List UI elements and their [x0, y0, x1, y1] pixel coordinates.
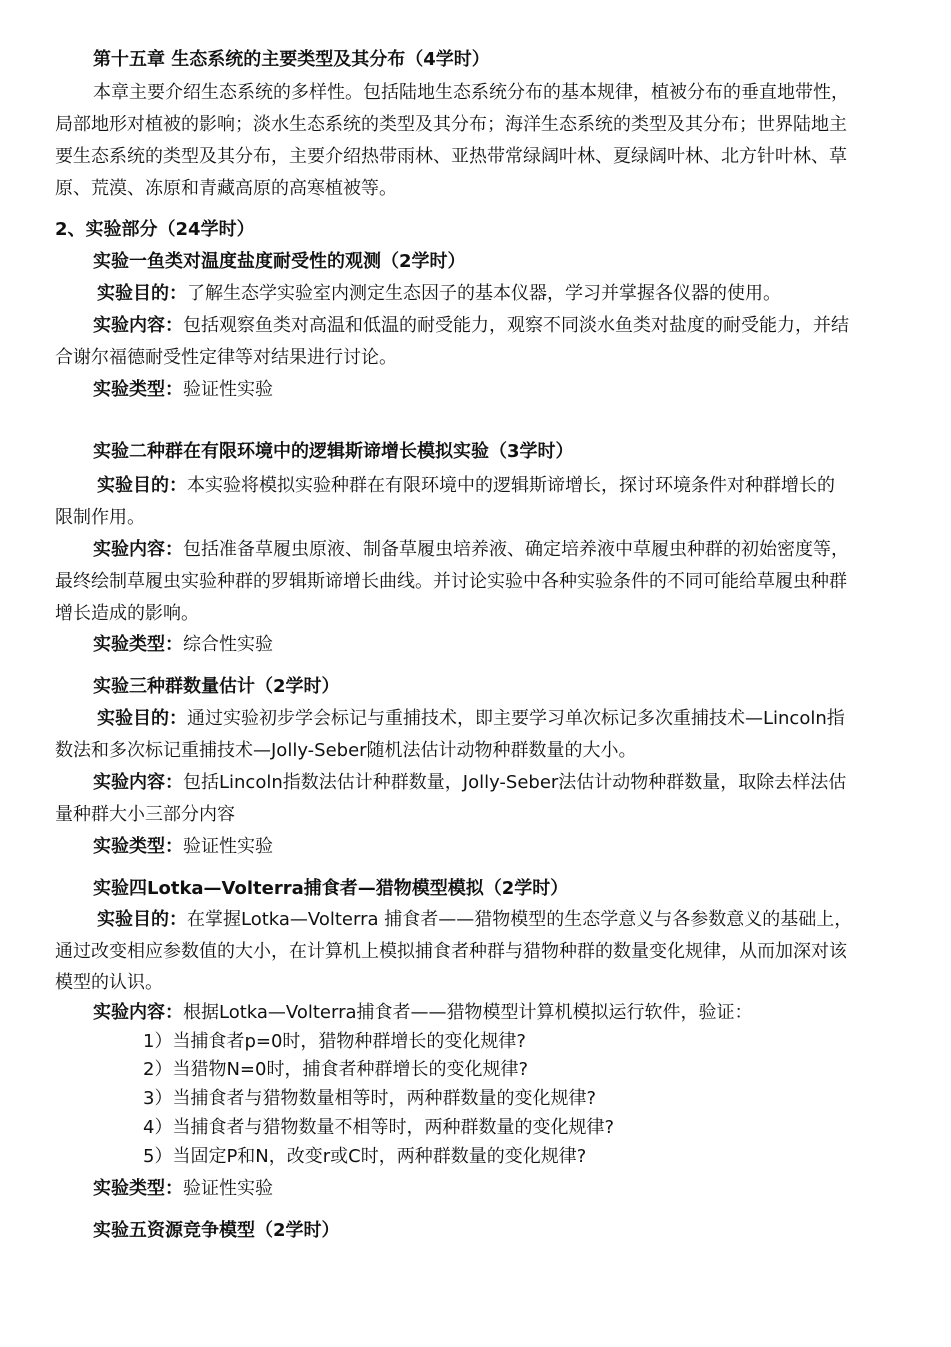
type-text: 验证性实验 [183, 836, 273, 857]
content-label: 实验内容： [93, 315, 183, 336]
experiment-content [93, 314, 901, 338]
content-text: 包括观察鱼类对高温和低温的耐受能力，观察不同淡水鱼类对盐度的耐受能力，并结 [183, 315, 849, 336]
experiment-title: 实验五资源竞争模型（2学时） [93, 1220, 340, 1241]
section-heading: 2、实验部分（24学时） [55, 219, 255, 240]
experiment-purpose [97, 474, 901, 498]
chapter-paragraph-line: 局部地形对植被的影响；淡水生态系统的类型及其分布；海洋生态系统的类型及其分布；世界陆地主 [55, 114, 847, 135]
type-text: 验证性实验 [183, 379, 273, 400]
experiment-type [93, 835, 901, 859]
experiment-content-line: 增长造成的影响。 [55, 603, 199, 624]
content-label: 实验内容： [93, 772, 183, 793]
purpose-text: 通过实验初步学会标记与重捕技术，即主要学习单次标记多次重捕技术—Lincoln指 [187, 708, 845, 729]
chapter-paragraph-line: 原、荒漠、冻原和青藏高原的高寒植被等。 [55, 178, 397, 199]
purpose-text: 了解生态学实验室内测定生态因子的基本仪器，学习并掌握各仪器的使用。 [187, 283, 781, 304]
experiment-purpose-line: 数法和多次标记重捕技术—Jolly-Seber随机法估计动物种群数量的大小。 [55, 740, 637, 761]
type-label: 实验类型： [93, 634, 183, 655]
list-item: 2）当猎物N=0时，捕食者种群增长的变化规律? [143, 1059, 529, 1080]
type-label: 实验类型： [93, 836, 183, 857]
experiment-type [93, 378, 901, 402]
type-text: 验证性实验 [183, 1178, 273, 1199]
purpose-label: 实验目的： [97, 708, 187, 729]
experiment-title: 实验三种群数量估计（2学时） [93, 676, 340, 697]
experiment-purpose [97, 707, 901, 731]
purpose-text: 本实验将模拟实验种群在有限环境中的逻辑斯谛增长，探讨环境条件对种群增长的 [187, 475, 835, 496]
chapter-heading: 第十五章 生态系统的主要类型及其分布（4学时） [93, 49, 490, 70]
list-item: 1）当捕食者p=0时，猎物种群增长的变化规律? [143, 1031, 526, 1052]
chapter-paragraph-line: 本章主要介绍生态系统的多样性。包括陆地生态系统分布的基本规律，植被分布的垂直地带性， [93, 82, 849, 103]
type-label: 实验类型： [93, 379, 183, 400]
experiment-purpose [97, 282, 901, 306]
experiment-content [93, 771, 901, 795]
experiment-title: 实验二种群在有限环境中的逻辑斯谛增长模拟实验（3学时） [93, 441, 574, 462]
experiment-content-line: 合谢尔福德耐受性定律等对结果进行讨论。 [55, 347, 397, 368]
purpose-label: 实验目的： [97, 475, 187, 496]
list-item: 5）当固定P和N，改变r或C时，两种群数量的变化规律? [143, 1146, 587, 1167]
list-item: 4）当捕食者与猎物数量不相等时，两种群数量的变化规律? [143, 1117, 615, 1138]
type-text: 综合性实验 [183, 634, 273, 655]
experiment-content-line: 量种群大小三部分内容 [55, 804, 235, 825]
type-label: 实验类型： [93, 1178, 183, 1199]
chapter-paragraph-line: 要生态系统的类型及其分布，主要介绍热带雨林、亚热带常绿阔叶林、夏绿阔叶林、北方针叶林、草 [55, 146, 847, 167]
content-text: 根据Lotka—Volterra捕食者——猎物模型计算机模拟运行软件，验证： [183, 1002, 753, 1023]
experiment-type [93, 633, 901, 657]
content-text: 包括Lincoln指数法估计种群数量，Jolly-Seber法估计动物种群数量，取除去样法估 [183, 772, 847, 793]
list-item: 3）当捕食者与猎物数量相等时，两种群数量的变化规律? [143, 1088, 597, 1109]
experiment-title: 实验四Lotka—Volterra捕食者—猎物模型模拟（2学时） [93, 878, 569, 899]
content-label: 实验内容： [93, 539, 183, 560]
experiment-purpose-line: 模型的认识。 [55, 972, 163, 993]
content-text: 包括准备草履虫原液、制备草履虫培养液、确定培养液中草履虫种群的初始密度等， [183, 539, 849, 560]
experiment-purpose-line: 限制作用。 [55, 507, 145, 528]
experiment-content [93, 1001, 901, 1025]
experiment-content [93, 538, 901, 562]
purpose-label: 实验目的： [97, 909, 187, 930]
experiment-type [93, 1177, 901, 1201]
experiment-content-line: 最终绘制草履虫实验种群的罗辑斯谛增长曲线。并讨论实验中各种实验条件的不同可能给草履虫种群 [55, 571, 847, 592]
purpose-label: 实验目的： [97, 283, 187, 304]
experiment-purpose [97, 908, 901, 932]
content-label: 实验内容： [93, 1002, 183, 1023]
experiment-purpose-line: 通过改变相应参数值的大小，在计算机上模拟捕食者种群与猎物种群的数量变化规律，从而加深对该 [55, 941, 847, 962]
purpose-text: 在掌握Lotka—Volterra 捕食者——猎物模型的生态学意义与各参数意义的基础上， [187, 909, 853, 930]
experiment-title: 实验一鱼类对温度盐度耐受性的观测（2学时） [93, 251, 466, 272]
